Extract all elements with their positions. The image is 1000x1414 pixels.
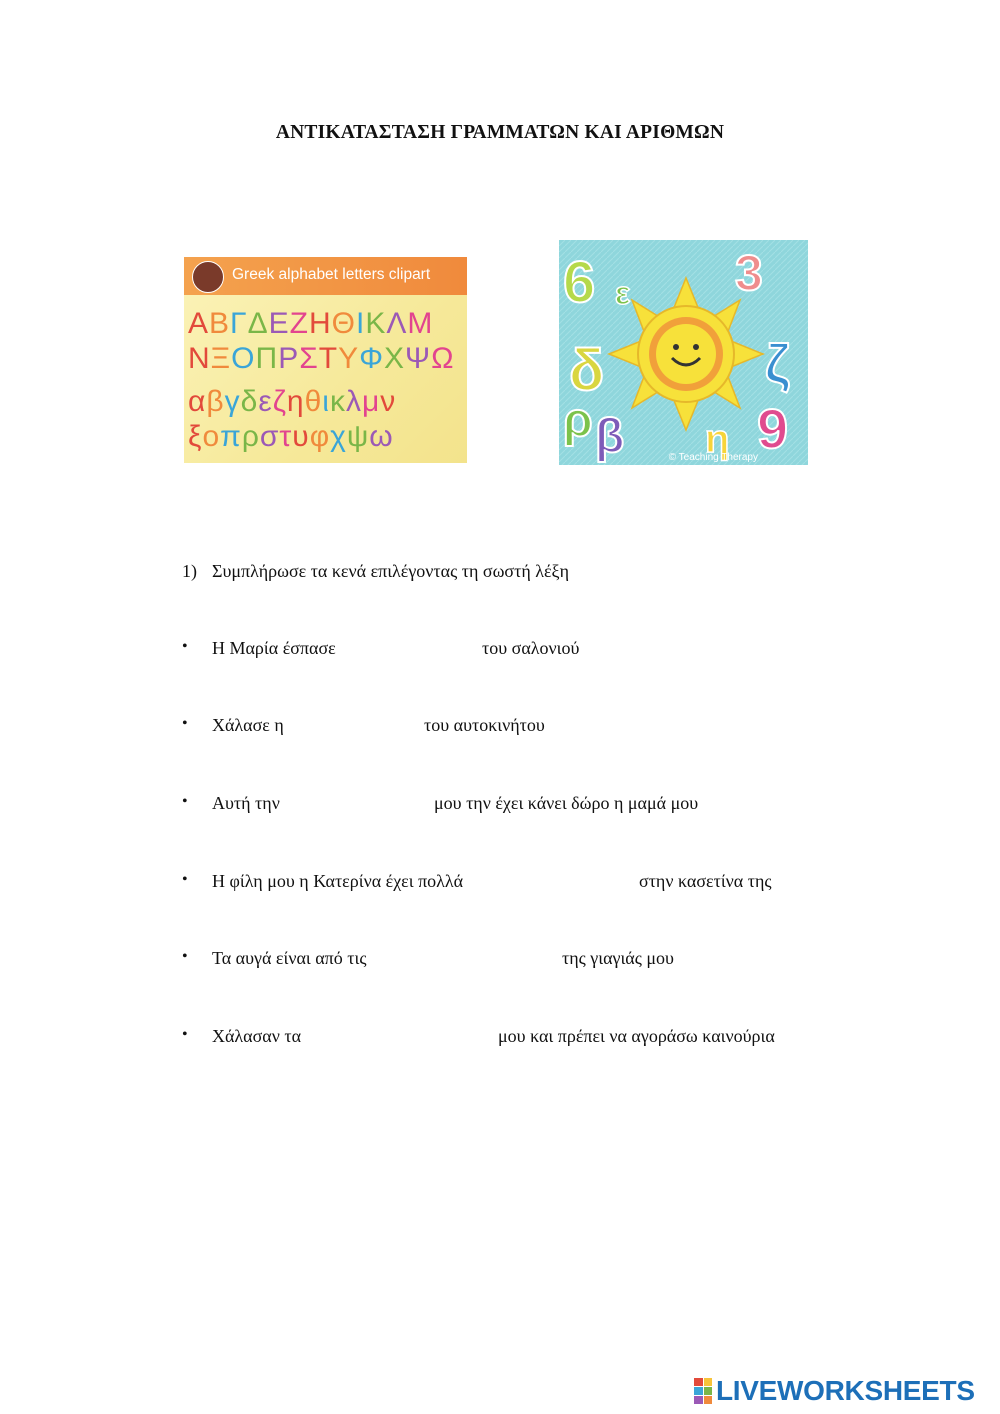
alphabet-letter: Ζ (289, 307, 309, 340)
alphabet-row-upper-2 (188, 344, 455, 374)
alphabet-letter: ι (322, 385, 330, 418)
sentence-after: στην κασετίνα της (639, 871, 772, 891)
alphabet-letter: Ξ (210, 342, 232, 375)
sentence-before: Η Μαρία έσπασε (212, 638, 336, 658)
sentence-before: Χάλασε η (212, 715, 284, 735)
alphabet-letter: ο (202, 420, 221, 453)
alphabet-letter: Λ (386, 307, 408, 340)
alphabet-banner-text: Greek alphabet letters clipart (232, 266, 431, 283)
page-title: ΑΝΤΙΚΑΤΑΣΤΑΣΗ ΓΡΑΜΜΑΤΩΝ ΚΑΙ ΑΡΙΘΜΩΝ (275, 122, 725, 143)
alphabet-letter: ε (258, 385, 273, 418)
alphabet-letter: Α (188, 307, 210, 340)
alphabet-letter: τ (279, 420, 293, 453)
alphabet-letter: π (220, 420, 242, 453)
alphabet-letter: λ (345, 385, 362, 418)
alphabet-letter: ν (380, 385, 397, 418)
alphabet-row-lower-1 (188, 387, 396, 417)
sentence-before: Η φίλη μου η Κατερίνα έχει πολλά (212, 871, 464, 891)
image-credit: © Teaching Therapy (668, 452, 758, 463)
bullet: • (182, 793, 188, 810)
alphabet-letter: Ε (268, 307, 290, 340)
alphabet-letter: Ι (355, 307, 366, 340)
alphabet-letter: θ (304, 385, 323, 418)
glyph-9: 9 (757, 397, 789, 460)
alphabet-letter: Γ (230, 307, 248, 340)
alphabet-letter: Τ (318, 342, 339, 375)
sentence-after: του σαλονιού (482, 638, 580, 658)
alphabet-letter: χ (330, 420, 347, 453)
glyph-rho: ρ (563, 394, 593, 447)
glyph-delta: δ (569, 338, 605, 403)
bullet: • (182, 1026, 188, 1043)
alphabet-letter: η (286, 385, 305, 418)
glyph-zeta: ζ (765, 334, 790, 394)
sentence-after: του αυτοκινήτου (424, 715, 545, 735)
glyph-6: 6 (563, 250, 596, 315)
alphabet-letter: Κ (365, 307, 387, 340)
sentence-after: μου και πρέπει να αγοράσω καινούρια (498, 1026, 775, 1046)
alphabet-letter: κ (329, 385, 346, 418)
sun-illustration (559, 240, 808, 465)
alphabet-letter: Π (255, 342, 279, 375)
bullet: • (182, 948, 188, 965)
alphabet-letter: υ (292, 420, 310, 453)
glyph-3: 3 (735, 245, 763, 301)
alphabet-letter: Σ (299, 342, 319, 375)
alphabet-letter: Υ (338, 342, 360, 375)
alphabet-letter: α (188, 385, 207, 418)
alphabet-letter: Ο (231, 342, 256, 375)
sentence-after: μου την έχει κάνει δώρο η μαμά μου (434, 793, 699, 813)
alphabet-letter: Φ (359, 342, 385, 375)
alphabet-letter: Η (308, 307, 332, 340)
alphabet-letter: σ (259, 420, 280, 453)
bullet: • (182, 871, 188, 888)
greek-alphabet-image (184, 257, 467, 463)
instruction-text: Συμπλήρωσε τα κενά επιλέγοντας τη σωστή λέξη (212, 561, 569, 581)
bullet: • (182, 715, 188, 732)
liveworksheets-brand: LIVEWORKSHEETS (716, 1375, 975, 1406)
sentence-before: Τα αυγά είναι από τις (212, 948, 367, 968)
alphabet-letter: μ (361, 385, 381, 418)
alphabet-letter: Θ (331, 307, 356, 340)
glyph-eta: η (705, 417, 730, 461)
alphabet-letter: Ρ (278, 342, 300, 375)
alphabet-banner (184, 257, 467, 295)
alphabet-row-lower-2 (188, 422, 394, 452)
alphabet-letter: ρ (241, 420, 260, 453)
alphabet-letter: δ (240, 385, 259, 418)
alphabet-letter: Β (209, 307, 231, 340)
numbers-sun-image (559, 240, 808, 465)
bullet: • (182, 638, 188, 655)
alphabet-letter: ξ (188, 420, 203, 453)
alphabet-letter: Χ (384, 342, 406, 375)
liveworksheets-badge-icon (694, 1378, 712, 1404)
alphabet-letter: Ν (188, 342, 211, 375)
alphabet-row-upper-1 (188, 309, 433, 339)
alphabet-letter: γ (224, 385, 241, 418)
alphabet-letter: β (206, 385, 225, 418)
alphabet-letter: ζ (272, 385, 287, 418)
alphabet-letter: Ψ (405, 342, 432, 375)
exercise-instruction (182, 561, 569, 582)
glyph-epsilon: ε (615, 275, 631, 311)
bell-logo-icon (192, 261, 224, 293)
sentence-after: της γιαγιάς μου (562, 948, 674, 968)
liveworksheets-logo[interactable] (694, 1373, 975, 1409)
sentence-before: Χάλασαν τα (212, 1026, 302, 1046)
alphabet-letter: φ (309, 420, 331, 453)
alphabet-letter: Δ (247, 307, 269, 340)
sentence-before: Αυτή την (212, 793, 280, 813)
alphabet-letter: Μ (407, 307, 434, 340)
alphabet-letter: ψ (346, 420, 370, 453)
alphabet-letter: Ω (431, 342, 455, 375)
exercise-number: 1) (182, 561, 197, 581)
alphabet-letter: ω (369, 420, 394, 453)
glyph-beta: β (595, 410, 625, 463)
